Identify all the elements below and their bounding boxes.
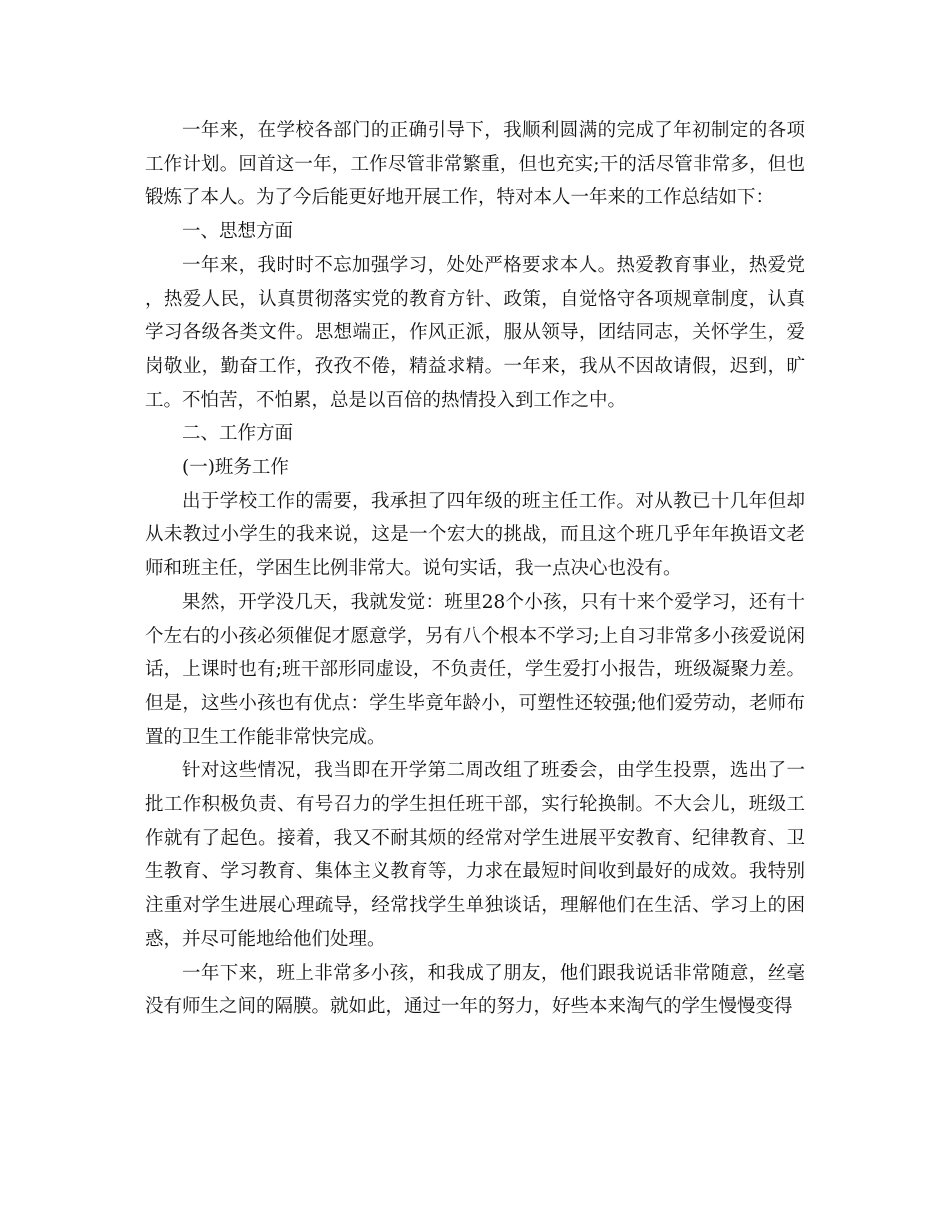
paragraph-class-intro: 出于学校工作的需要，我承担了四年级的班主任工作。对从教已十几年但却从未教过小学生的我来说，这是一个宏大的挑战，而且这个班几乎年年换语文老师和班主任，学困生比例非常大。说句实话，我一点决心也没有。 (145, 490, 805, 580)
paragraph-thought: 一年来，我时时不忘加强学习，处处严格要求本人。热爱教育事业，热爱党，热爱人民，认真贯彻落实党的教育方针、政策，自觉恪守各项规章制度，认真学习各级各类文件。思想端正，作风正派，服从领导，团结同志，关怀学生，爱岗敬业，勤奋工作，孜孜不倦，精益求精。一年来，我从不因故请假，迟到，旷工。不怕苦，不怕累，总是以百倍的热情投入到工作之中。 (145, 254, 805, 411)
section-heading-thought: 一、思想方面 (182, 221, 294, 243)
document-body (145, 114, 805, 1024)
paragraph-class-situation: 果然，开学没几天，我就发觉：班里28个小孩，只有十来个爱学习，还有十个左右的小孩必须催促才愿意学，另有八个根本不学习;上自习非常多小孩爱说闲话，上课时也有;班干部形同虚设，不负责任，学生爱打小报告，班级凝聚力差。但是，这些小孩也有优点：学生毕竟年龄小，可塑性还较强;他们爱劳动，老师布置的卫生工作能非常快完成。 (145, 591, 805, 748)
subsection-heading-class: (一)班务工作 (182, 457, 289, 479)
paragraph-class-result: 一年下来，班上非常多小孩，和我成了朋友，他们跟我说话非常随意，丝毫没有师生之间的隔膜。就如此，通过一年的努力，好些本来淘气的学生慢慢变得 (145, 962, 805, 1018)
section-heading-work: 二、工作方面 (182, 423, 294, 445)
paragraph-intro: 一年来，在学校各部门的正确引导下，我顺利圆满的完成了年初制定的各项工作计划。回首这一年，工作尽管非常繁重，但也充实;干的活尽管非常多，但也锻炼了本人。为了今后能更好地开展工作，特对本人一年来的工作总结如下： (145, 120, 805, 209)
paragraph-class-measures: 针对这些情况，我当即在开学第二周改组了班委会，由学生投票，选出了一批工作积极负责、有号召力的学生担任班干部，实行轮换制。不大会儿，班级工作就有了起色。接着，我又不耐其烦的经常对学生进展平安教育、纪律教育、卫生教育、学习教育、集体主义教育等，力求在最短时间收到最好的成效。我特别注重对学生进展心理疏导，经常找学生单独谈话，理解他们在生活、学习上的困惑，并尽可能地给他们处理。 (145, 760, 805, 950)
